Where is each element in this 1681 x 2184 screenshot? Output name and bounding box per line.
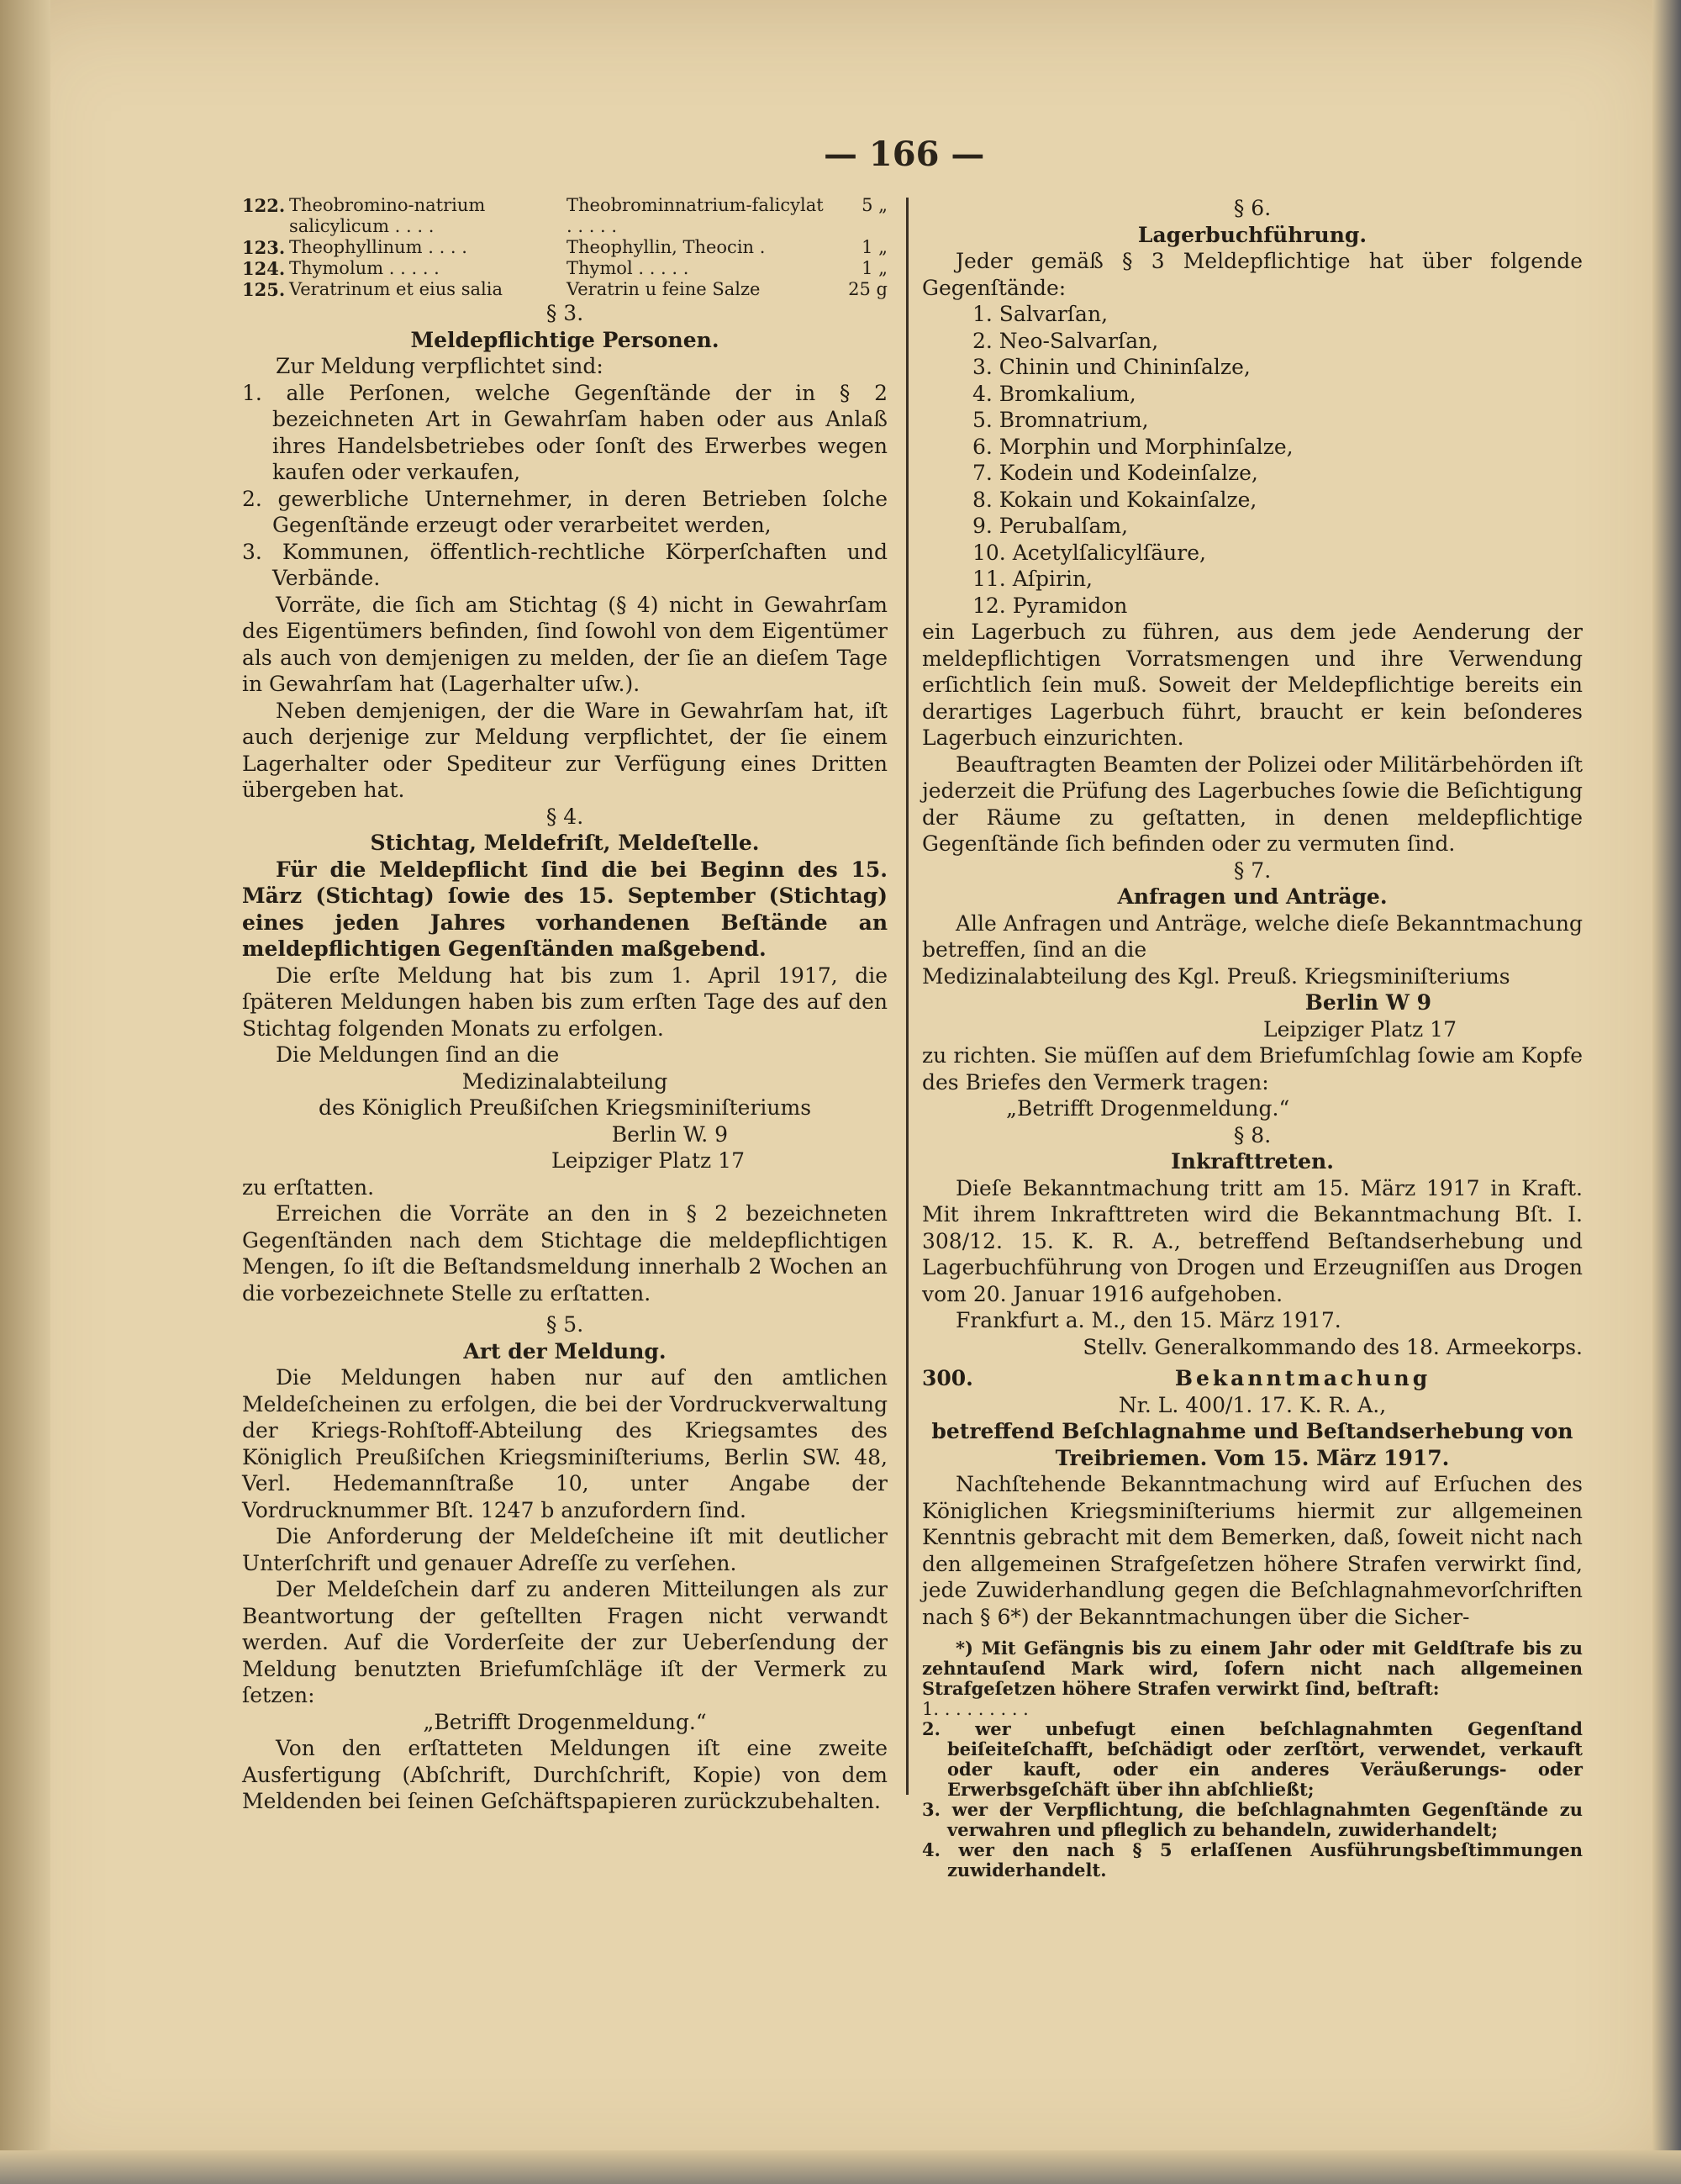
list-item: 12. Pyramidon: [972, 593, 1128, 618]
left-column: [242, 195, 888, 1815]
latin-name: Theobromino-natrium salicylicum . . . .: [289, 195, 486, 236]
paragraph: Beauftragten Beamten der Polizei oder Militärbehörden iſt jederzeit die Prüfung des Lagerbuches ſowie die Beſichtigung der Räume zu geſtatten, in denen meldepflichtige Gegenſtände ſich befinden oder zu vermuten ſind.: [922, 752, 1583, 856]
quantity: 25 g: [848, 279, 888, 299]
list-item: 9. Perubalſam,: [972, 514, 1129, 538]
paragraph: zu erſtatten.: [242, 1174, 375, 1200]
notice-header: [922, 1365, 1583, 1392]
list-item: 1. alle Perſonen, welche Gegenſtände der in § 2 bezeichneten Art in Gewahrſam haben oder aus Anlaß ihres Handelsbetriebes oder ſonſt des Erwerbes wegen kaufen oder verkaufen,: [242, 380, 888, 484]
list-item: 8. Kokain und Kokainſalze,: [972, 487, 1257, 512]
footnote-intro: *) Mit Gefängnis bis zu einem Jahr oder mit Geldſtrafe bis zu zehntauſend Mark wird, ſofern nicht nach allgemeinen Strafgeſetzen höhere Strafen verwirkt ſind, beſtraft:: [922, 1638, 1583, 1699]
quote: „Betrifft Drogenmeldung.“: [1006, 1096, 1290, 1121]
notice-number: 300.: [922, 1366, 973, 1390]
paragraph: Neben demjenigen, der die Ware in Gewahrſam hat, iſt auch derjenige zur Meldung verpflichtet, der ſie einem Lagerhalter oder Spediteur zur Verfügung eines Dritten übergeben hat.: [242, 698, 888, 802]
section-6-title: Lagerbuchführung.: [1137, 222, 1367, 247]
latin-name: Theophyllinum . . . .: [289, 237, 467, 257]
paragraph: Die Meldungen haben nur auf den amtlichen Meldeſcheinen zu erfolgen, die bei der Vordruckverwaltung der Kriegs-Rohſtoff-Abteilung des Kriegsamtes des Königlich Preußiſchen Kriegsminiſteriums, Berlin SW. 48, Verl. Hedemannſtraße 10, unter Angabe der Vordrucknummer Bſt. 1247 b anzufordern ſind.: [242, 1365, 888, 1522]
table-row: [242, 279, 888, 300]
footnote: [922, 1638, 1583, 1881]
footnote-item: 2. wer unbefugt einen beſchlagnahmten Gegenſtand beiſeiteſchafft, beſchädigt oder zerſtört, verwendet, verkauft oder kauft, oder ein anderes Veräußerungs- oder Erwerbsgeſchäft über ihn abſchließt;: [922, 1718, 1583, 1800]
page-bottom-edge: [0, 2150, 1681, 2184]
section-3-title: Meldepflichtige Personen.: [410, 327, 719, 352]
section-4-heading: § 4.: [545, 804, 584, 829]
german-name: Veratrin u feine Salze: [566, 279, 761, 299]
footnote-item: 4. wer den nach § 5 erlaſſenen Ausführungsbeſtimmungen zuwiderhandelt.: [922, 1839, 1583, 1881]
list-item: 2. Neo-Salvarſan,: [972, 328, 1159, 353]
binding-edge: [0, 0, 50, 2184]
list-item: 10. Acetylſalicylſäure,: [972, 540, 1206, 565]
latin-name: Thymolum . . . . .: [289, 258, 440, 278]
page-number: — 166 —: [824, 135, 985, 174]
paragraph: Der Meldeſchein darf zu anderen Mitteilungen als zur Beantwortung der geſtellten Fragen nicht verwandt werden. Auf die Vorderſeite der zur Ueberſendung der Meldung benutzten Briefumſchläge iſt der Vermerk zu ſetzen:: [242, 1577, 888, 1707]
quote: „Betrifft Drogenmeldung.“: [423, 1709, 707, 1734]
address-line: Leipziger Platz 17: [551, 1148, 745, 1173]
quantity: 1 „: [862, 258, 888, 278]
drug-table: [242, 195, 888, 300]
paragraph: Die erſte Meldung hat bis zum 1. April 1917, die ſpäteren Meldungen haben bis zum erſten Tage des auf den Stichtag folgenden Monats zu erfolgen.: [242, 963, 888, 1041]
paragraph: Erreichen die Vorräte an den in § 2 bezeichneten Gegenſtänden nach dem Stichtage die meldepflichtigen Mengen, ſo iſt die Beſtandsmeldung innerhalb 2 Wochen an die vorbezeichnete Stelle zu erſtatten.: [242, 1201, 888, 1306]
place-date: Frankfurt a. M., den 15. März 1917.: [956, 1308, 1341, 1332]
table-row: [242, 237, 888, 258]
notice-title: Bekanntmachung: [1174, 1366, 1431, 1390]
section-4-title: Stichtag, Meldefriſt, Meldeſtelle.: [370, 831, 760, 855]
list-item: 4. Bromkalium,: [972, 381, 1136, 406]
list-item: 3. Chinin und Chininſalze,: [972, 355, 1251, 379]
quantity: 5 „: [862, 195, 888, 215]
german-name: Thymol . . . . .: [566, 258, 689, 278]
address-line: Medizinalabteilung des Kgl. Preuß. Kriegsminiſteriums: [922, 963, 1510, 989]
notice-subject: betreffend Beſchlagnahme und Beſtandserhebung von Treibriemen. Vom 15. März 1917.: [931, 1419, 1573, 1470]
paragraph: Die Meldungen ſind an die: [276, 1042, 560, 1067]
paragraph: ein Lagerbuch zu führen, aus dem jede Aenderung der meldepflichtigen Vorratsmengen und ihre Verwendung erſichtlich ſein muß. Soweit der Meldepflichtige bereits ein derartiges Lagerbuch führt, braucht er kein beſonderes Lagerbuch einzurichten.: [922, 620, 1583, 750]
paragraph: Für die Meldepflicht ſind die bei Beginn des 15. März (Stichtag) ſowie des 15. September (Stichtag) eines jeden Jahres vorhandenen Beſtände an meldepflichtigen Gegenſtänden maßgebend.: [242, 857, 888, 961]
list-item: 5. Bromnatrium,: [972, 408, 1149, 432]
row-number: 122.: [242, 195, 286, 216]
list-item: 6. Morphin und Morphinſalze,: [972, 434, 1294, 459]
page-right-edge: [1652, 0, 1681, 2184]
latin-name: Veratrinum et eius salia: [289, 279, 503, 299]
section-3-intro: Zur Meldung verpflichtet sind:: [276, 354, 603, 378]
table-row: [242, 258, 888, 279]
right-column: [922, 195, 1583, 1881]
paragraph: Vorräte, die ſich am Stichtag (§ 4) nicht in Gewahrſam des Eigentümers befinden, ſind ſowohl von dem Eigentümer als auch von demjenigen zu melden, der ſie an dieſem Tage in Gewahrſam hat (Lagerhalter uſw.).: [242, 592, 888, 696]
german-name: Theophyllin, Theocin .: [566, 237, 766, 257]
paragraph: Dieſe Bekanntmachung tritt am 15. März 1917 in Kraft. Mit ihrem Inkrafttreten wird die Bekanntmachung Bſt. I. 308/12. 15. K. R. A., betreffend Beſtandserhebung und Lagerbuchführung von Drogen und Erzeugniſſen aus Drogen vom 20. Januar 1916 aufgehoben.: [922, 1175, 1583, 1306]
table-row: [242, 195, 888, 237]
address-line: Berlin W. 9: [611, 1121, 728, 1147]
section-8-title: Inkrafttreten.: [1171, 1149, 1334, 1174]
section-7-title: Anfragen und Anträge.: [1117, 884, 1388, 909]
section-8-heading: § 8.: [1233, 1122, 1272, 1147]
paragraph: Nachſtehende Bekanntmachung wird auf Erſuchen des Königlichen Kriegsminiſteriums hiermit zur allgemeinen Kenntnis gebracht mit dem Bemerken, daß, ſoweit nicht nach den allgemeinen Strafgeſetzen höhere Strafen verwirkt ſind, jede Zuwiderhandlung gegen die Beſchlagnahmevorſchriften nach § 6*) der Bekanntmachungen über die Sicher-: [922, 1472, 1583, 1629]
address-line: Leipziger Platz 17: [1263, 1016, 1457, 1042]
list-item: 2. gewerbliche Unternehmer, in deren Betrieben ſolche Gegenſtände erzeugt oder verarbeitet werden,: [242, 486, 888, 537]
quantity: 1 „: [862, 237, 888, 257]
address-line: Medizinalabteilung: [461, 1068, 668, 1094]
paragraph: Die Anforderung der Meldeſcheine iſt mit deutlicher Unterſchrift und genauer Adreſſe zu verſehen.: [242, 1524, 888, 1575]
list-item: 11. Aſpirin,: [972, 567, 1093, 591]
section-6-heading: § 6.: [1233, 196, 1272, 220]
signature: Stellv. Generalkommando des 18. Armeekorps.: [1083, 1334, 1583, 1359]
list-item: 3. Kommunen, öffentlich-rechtliche Körperſchaften und Verbände.: [242, 539, 888, 590]
section-6-intro: Jeder gemäß § 3 Meldepflichtige hat über folgende Gegenſtände:: [922, 249, 1583, 300]
row-number: 124.: [242, 258, 286, 279]
column-divider: [906, 198, 909, 1795]
list-item: 7. Kodein und Kodeinſalze,: [972, 461, 1258, 485]
row-number: 123.: [242, 237, 286, 258]
section-7-heading: § 7.: [1233, 857, 1272, 883]
row-number: 125.: [242, 279, 286, 300]
section-5-title: Art der Meldung.: [463, 1338, 667, 1364]
german-name: Theobrominnatrium-falicylat . . . . .: [566, 195, 824, 236]
paragraph: zu richten. Sie müſſen auf dem Briefumſchlag ſowie am Kopfe des Briefes den Vermerk tragen:: [922, 1043, 1583, 1095]
address-line: des Königlich Preußiſchen Kriegsminiſteriums: [318, 1095, 812, 1120]
paragraph: Alle Anfragen und Anträge, welche dieſe Bekanntmachung betreffen, ſind an die: [922, 910, 1584, 962]
list-item: 1. Salvarſan,: [972, 302, 1109, 326]
section-3-heading: § 3.: [545, 301, 584, 325]
notice-reference: Nr. L. 400/1. 17. K. R. A.,: [1118, 1392, 1387, 1417]
address-line: Berlin W 9: [1304, 990, 1431, 1015]
paragraph: Von den erſtatteten Meldungen iſt eine zweite Ausfertigung (Abſchrift, Durchſchrift, Kopie) von dem Meldenden bei ſeinen Geſchäftspapieren zurückzubehalten.: [242, 1736, 888, 1813]
footnote-item: 1. . . . . . . . .: [922, 1699, 1029, 1719]
footnote-item: 3. wer der Verpflichtung, die beſchlagnahmten Gegenſtände zu verwahren und pfleglich zu behandeln, zuwiderhandelt;: [922, 1799, 1583, 1840]
section-5-heading: § 5.: [545, 1312, 584, 1337]
